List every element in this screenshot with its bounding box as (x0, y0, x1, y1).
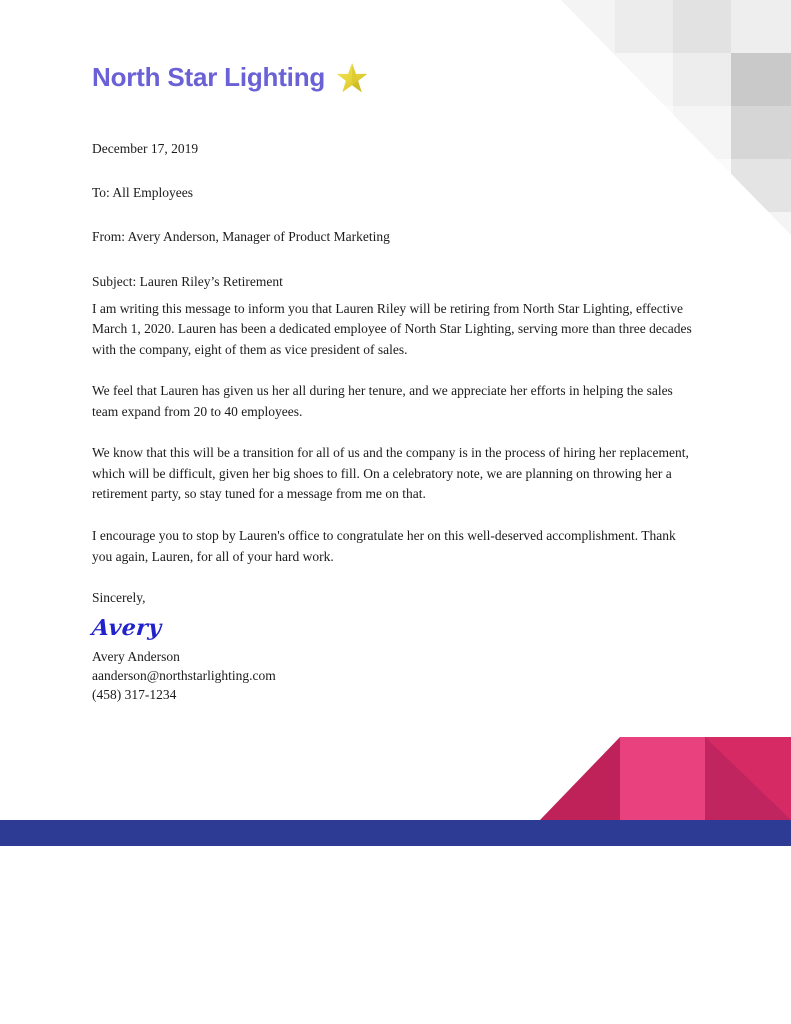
memo-header (92, 140, 698, 291)
closing-salutation: Sincerely, (92, 590, 146, 606)
body-paragraph: I encourage you to stop by Lauren's office to congratulate her on this well-deserved accomplishment. Thank you again, Lauren, for all of your hard work. (92, 528, 676, 564)
letter-content (92, 60, 698, 704)
star-icon (335, 61, 369, 95)
memo-body (92, 299, 698, 567)
memo-to: To: All Employees (92, 185, 194, 201)
body-paragraph: We feel that Lauren has given us her all during her tenure, and we appreciate her efforts in helping the sales team expand from 20 to 40 employees. (92, 383, 673, 419)
memo-from: From: Avery Anderson, Manager of Product Marketing (92, 229, 390, 245)
body-paragraph: We know that this will be a transition for all of us and the company is in the process of hiring her replacement, which will be difficult, given her big shoes to fill. On a celebratory note, we are planning on throwing her a retirement party, so stay tuned for a message from me on that. (92, 445, 689, 502)
company-name: North Star Lighting (92, 62, 326, 92)
signer-name: Avery Anderson (92, 648, 180, 664)
letterhead (92, 60, 698, 94)
handwritten-signature: Avery (90, 615, 163, 642)
signer-details (92, 647, 698, 704)
bottom-decoration (0, 730, 791, 850)
signer-phone: (458) 317-1234 (92, 686, 177, 702)
memo-subject: Subject: Lauren Riley’s Retirement (92, 273, 283, 289)
memo-date: December 17, 2019 (92, 141, 199, 156)
body-paragraph: I am writing this message to inform you that Lauren Riley will be retiring from North Star Lighting, effective March 1, 2020. Lauren has been a dedicated employee of North Star Lighting, serving more than three decades with the company, eight of them as vice president of sales. (92, 300, 692, 357)
memo-signoff (92, 588, 698, 704)
signer-email: aanderson@northstarlighting.com (92, 667, 276, 683)
